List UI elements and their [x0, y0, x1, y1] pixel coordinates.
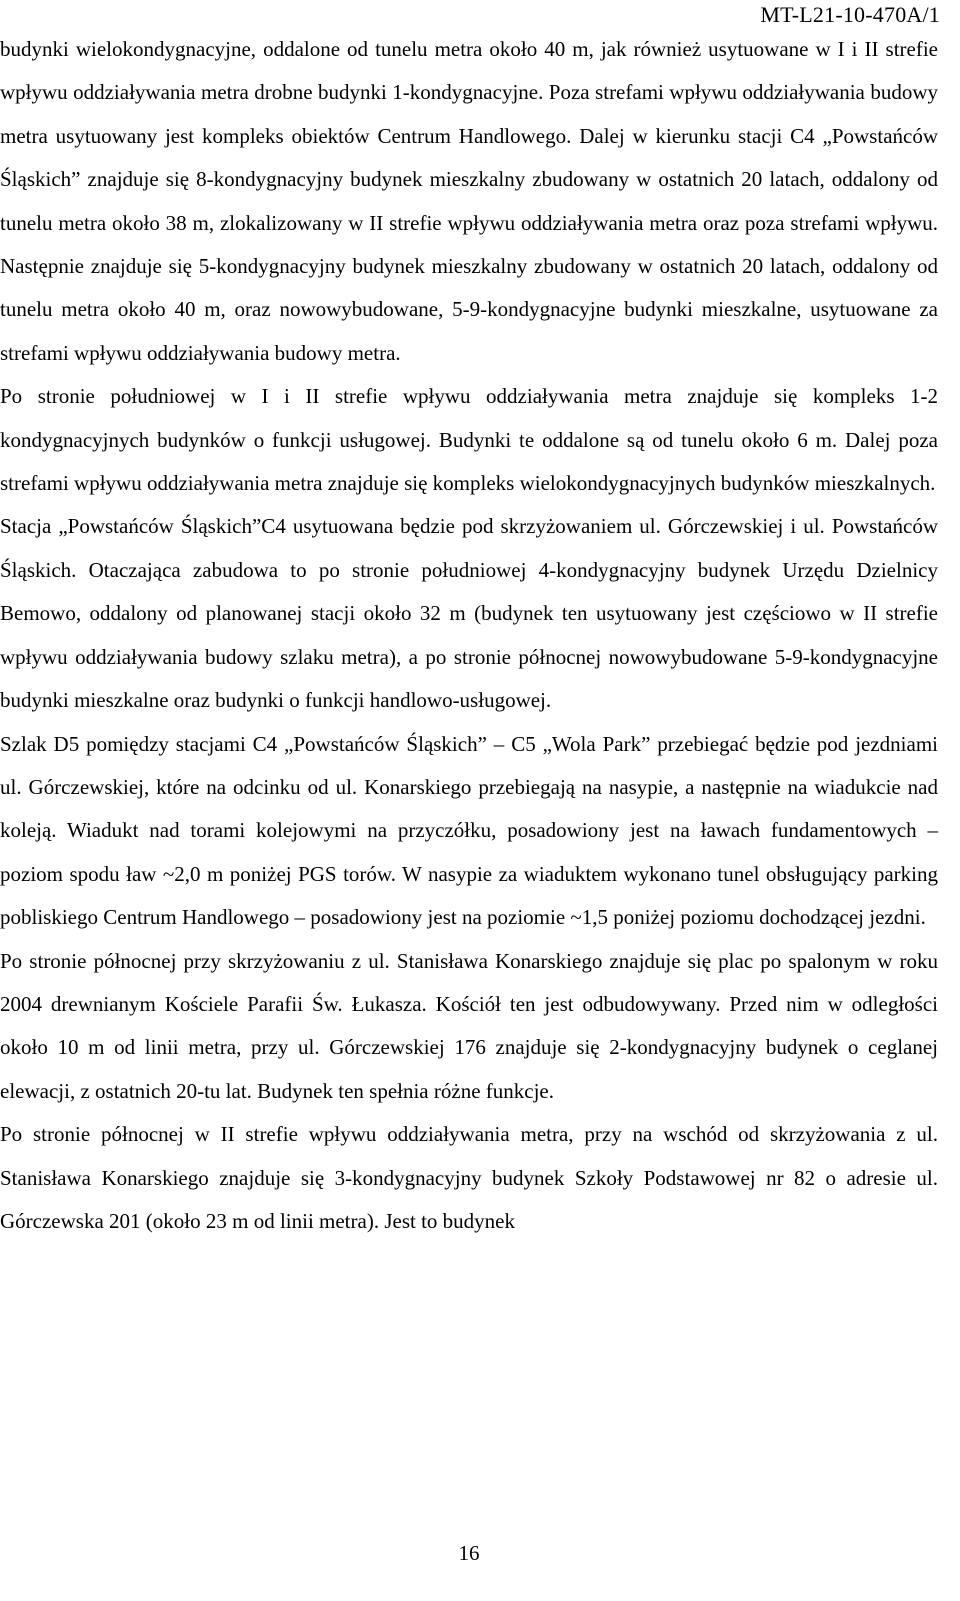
- paragraph-4: Szlak D5 pomiędzy stacjami C4 „Powstańców Śląskich” – C5 „Wola Park” przebiegać będzie pod jezdniami ul. Górczewskiej, które na odcinku od ul. Konarskiego przebiegają na nasypie, a następnie na wiadukcie nad koleją. Wiadukt nad torami kolejowymi na przyczółku, posadowiony jest na ławach fundamentowych – poziom spodu ław ~2,0 m poniżej PGS torów. W nasypie za wiaduktem wykonano tunel obsługujący parking pobliskiego Centrum Handlowego – posadowiony jest na poziomie ~1,5 poniżej poziomu dochodzącej jezdni.: [0, 731, 938, 930]
- document-body: [0, 28, 938, 1243]
- paragraph-3: Stacja „Powstańców Śląskich”C4 usytuowana będzie pod skrzyżowaniem ul. Górczewskiej i ul. Powstańców Śląskich. Otaczająca zabudowa to po stronie południowej 4-kondygnacyjny budynek Urzędu Dzielnicy Bemowo, oddalony od planowanej stacji około 32 m (budynek ten usytuowany jest częściowo w II strefie wpływu oddziaływania budowy szlaku metra), a po stronie północnej nowowybudowane 5-9-kondygnacyjne budynki mieszkalne oraz budynki o funkcji handlowo-usługowej.: [0, 514, 938, 713]
- paragraph-2: Po stronie południowej w I i II strefie wpływu oddziaływania metra znajduje się kompleks 1-2 kondygnacyjnych budynków o funkcji usługowej. Budynki te oddalone są od tunelu około 6 m. Dalej poza strefami wpływu oddziaływania metra znajduje się kompleks wielokondygnacyjnych budynków mieszkalnych.: [0, 384, 938, 496]
- paragraph-5: Po stronie północnej przy skrzyżowaniu z ul. Stanisława Konarskiego znajduje się plac po spalonym w roku 2004 drewnianym Kościele Parafii Św. Łukasza. Kościół ten jest odbudowywany. Przed nim w odległości około 10 m od linii metra, przy ul. Górczewskiej 176 znajduje się 2-kondygnacyjny budynek o ceglanej elewacji, z ostatnich 20-tu lat. Budynek ten spełnia różne funkcje.: [0, 948, 938, 1103]
- paragraph-6: Po stronie północnej w II strefie wpływu oddziaływania metra, przy na wschód od skrzyżowania z ul. Stanisława Konarskiego znajduje się 3-kondygnacyjny budynek Szkoły Podstawowej nr 82 o adresie ul. Górczewska 201 (około 23 m od linii metra). Jest to budynek: [0, 1122, 938, 1233]
- document-id-header: MT-L21-10-470A/1: [760, 2, 940, 27]
- page-number: 16: [458, 1541, 480, 1565]
- paragraph-1: budynki wielokondygnacyjne, oddalone od tunelu metra około 40 m, jak również usytuowane w I i II strefie wpływu oddziaływania metra drobne budynki 1-kondygnacyjne. Poza strefami wpływu oddziaływania budowy metra usytuowany jest kompleks obiektów Centrum Handlowego. Dalej w kierunku stacji C4 „Powstańców Śląskich” znajduje się 8-kondygnacyjny budynek mieszkalny zbudowany w ostatnich 20 latach, oddalony od tunelu metra około 38 m, zlokalizowany w II strefie wpływu oddziaływania metra oraz poza strefami wpływu. Następnie znajduje się 5-kondygnacyjny budynek mieszkalny zbudowany w ostatnich 20 latach, oddalony od tunelu metra około 40 m, oraz nowowybudowane, 5-9-kondygnacyjne budynki mieszkalne, usytuowane za strefami wpływu oddziaływania budowy metra.: [0, 37, 938, 365]
